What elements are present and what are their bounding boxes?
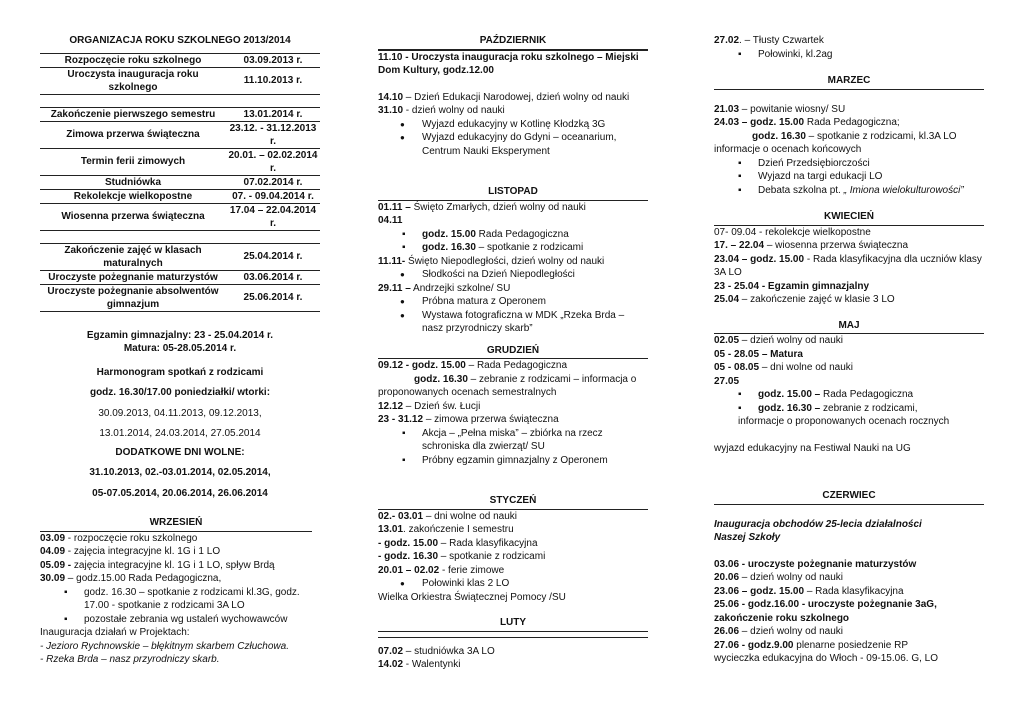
marzec-line-1: 21.03 – powitanie wiosny/ SU: [714, 103, 846, 115]
wrzesien-bullet-1: ▪ godz. 16.30 – spotkanie z rodzicami kl.3G, godz. 17.00 - spotkanie z rodzicami 3A LO: [40, 586, 312, 613]
luty-line-1: 07.02 – studniówka 3A LO: [378, 645, 495, 657]
pazdziernik-bullet-2: ● Wyjazd edukacyjny do Gdyni – oceanarium, Centrum Nauki Eksperyment: [378, 131, 648, 158]
czerwiec-line-6: 25.06 - godz.16.00 - uroczyste pożegnanie 3aG, zakończenie roku szkolnego: [714, 599, 937, 624]
org-row-label: Termin ferii zimowych: [40, 148, 226, 175]
org-table: [40, 53, 320, 312]
listopad-bullet-3: ● Słodkości na Dzień Niepodległości: [378, 268, 648, 282]
column-1: [40, 0, 320, 667]
org-row: [40, 53, 320, 67]
month-title-styczen: STYCZEŃ: [378, 494, 648, 510]
org-row-label: Zakończenie pierwszego semestru: [40, 107, 226, 121]
maj-line-1: 02.05 – dzień wolny od nauki: [714, 335, 843, 346]
grudzien-line-2: godz. 16.30 – zebranie z rodzicami – informacja o proponowanych ocenach semestralnych: [378, 373, 637, 398]
grudzien-line-3: 12.12 – Dzień św. Łucji: [378, 400, 481, 412]
org-row-value: 17.04 – 22.04.2014 r.: [226, 203, 320, 230]
kwiecien-line-4: 23 - 25.04 - Egzamin gimnazjalny: [714, 280, 870, 292]
maj-line-2: 05 - 28.05 – Matura: [714, 348, 803, 360]
month-title-czerwiec: CZERWIEC: [714, 489, 984, 505]
column-3: [714, 0, 984, 666]
maj-bullet-1: ▪ godz. 15.00 – Rada Pedagogiczna: [714, 388, 984, 402]
listopad-bullet-1: ▪ godz. 15.00 Rada Pedagogiczna: [378, 228, 648, 242]
org-row-label: Uroczyste pożegnanie absolwentów gimnazjum: [40, 284, 226, 311]
section-luty: [378, 616, 648, 672]
meetings-title: Harmonogram spotkań z rodzicami: [96, 366, 264, 378]
czerwiec-line-7: 26.06 – dzień wolny od nauki: [714, 626, 843, 637]
days-off-1: 31.10.2013, 02.-03.01.2014, 02.05.2014,: [89, 467, 271, 478]
marzec-line-2: 24.03 – godz. 15.00 Rada Pedagogiczna;: [714, 117, 900, 128]
org-title: ORGANIZACJA ROKU SZKOLNEGO 2013/2014: [69, 35, 291, 46]
czerwiec-line-2: Naszej Szkoły: [714, 532, 781, 543]
org-row-value: 13.01.2014 r.: [226, 107, 320, 121]
marzec-bullet-3: ▪ Debata szkolna pt. „ Imiona wielokulturowości”: [714, 184, 984, 198]
maj-line-6: wyjazd edukacyjny na Festiwal Nauki na UG: [714, 442, 911, 454]
org-row-value: 07. - 09.04.2014 r.: [226, 189, 320, 203]
meetings-dates-1: 30.09.2013, 04.11.2013, 09.12.2013,: [98, 407, 262, 419]
days-off-2: 05-07.05.2014, 20.06.2014, 26.06.2014: [92, 487, 268, 499]
styczen-bullet-1: ● Połowinki klas 2 LO: [378, 577, 648, 591]
org-row-label: Studniówka: [40, 175, 226, 189]
styczen-line-2: 13.01. zakończenie I semestru: [378, 524, 514, 535]
org-row-label: Rekolekcje wielkopostne: [40, 189, 226, 203]
czerwiec-line-1: Inauguracja obchodów 25-lecia działalności: [714, 518, 922, 530]
org-row-value: 20.01. – 02.02.2014 r.: [226, 148, 320, 175]
kwiecien-line-1: 07- 09.04 - rekolekcje wielkopostne: [714, 226, 871, 238]
org-row-value: 25.04.2014 r.: [226, 243, 320, 270]
org-row-label: Rozpoczęcie roku szkolnego: [40, 53, 226, 67]
marzec-bullet-2: ▪ Wyjazd na targi edukacji LO: [714, 170, 984, 184]
month-title-wrzesien: WRZESIEŃ: [40, 516, 312, 532]
org-row-label: Wiosenna przerwa świąteczna: [40, 203, 226, 230]
czerwiec-line-3: 03.06 - uroczyste pożegnanie maturzystów: [714, 558, 917, 570]
org-row-value: 03.09.2013 r.: [226, 53, 320, 67]
listopad-bullet-4: ● Próbna matura z Operonem: [378, 295, 648, 309]
grudzien-line-4: 23 - 31.12 – zimowa przerwa świąteczna: [378, 414, 559, 425]
org-row: [40, 121, 320, 148]
wrzesien-line-6: - Jezioro Rychnowskie – błękitnym skarbem Człuchowa.: [40, 640, 289, 652]
month-title-grudzien: GRUDZIEŃ: [378, 344, 648, 360]
org-row-value: 11.10.2013 r.: [226, 67, 320, 94]
month-title-listopad: LISTOPAD: [378, 185, 648, 201]
org-row: [40, 243, 320, 270]
styczen-line-4: - godz. 16.30 – spotkanie z rodzicami: [378, 551, 546, 562]
czerwiec-line-5: 23.06 – godz. 15.00 – Rada klasyfikacyjna: [714, 585, 904, 597]
org-row: [40, 175, 320, 189]
pazdziernik-bullet-1: ● Wyjazd edukacyjny w Kotlinę Kłodzką 3G: [378, 118, 648, 132]
pazdziernik-line-2: 14.10 – Dzień Edukacji Narodowej, dzień wolny od nauki: [378, 91, 630, 103]
marzec-bullet-1: ▪ Dzień Przedsiębiorczości: [714, 157, 984, 171]
luty-line-2: 14.02 - Walentynki: [378, 659, 461, 670]
maj-line-5: informacje o proponowanych ocenach rocznych: [738, 416, 950, 427]
org-row-value: 07.02.2014 r.: [226, 175, 320, 189]
exam-matura: Matura: 05-28.05.2014 r.: [123, 343, 237, 354]
styczen-line-3: - godz. 15.00 – Rada klasyfikacyjna: [378, 537, 538, 549]
org-row: [40, 203, 320, 230]
kwiecien-line-2: 17. – 22.04 – wiosenna przerwa świąteczna: [714, 240, 909, 251]
styczen-line-5: 20.01 – 02.02 - ferie zimowe: [378, 564, 505, 576]
marzec-line-4: informacje o ocenach końcowych: [714, 144, 862, 155]
wrzesien-line-2: 04.09 - zajęcia integracyjne kl. 1G i 1 LO: [40, 546, 221, 557]
meetings-dates-2: 13.01.2014, 24.03.2014, 27.05.2014: [99, 428, 261, 439]
section-listopad: [378, 185, 648, 336]
month-title-luty: LUTY: [378, 616, 648, 632]
column-2: [378, 0, 648, 672]
section-maj: [714, 319, 984, 456]
days-off-title: DODATKOWE DNI WOLNE:: [115, 446, 245, 458]
luty-cont-line-1: 27.02. – Tłusty Czwartek: [714, 35, 824, 46]
maj-line-4: 27.05: [714, 375, 740, 387]
section-pazdziernik: [378, 34, 648, 158]
org-row-value: 03.06.2014 r.: [226, 270, 320, 284]
kwiecien-line-3: 23.04 – godz. 15.00 - Rada klasyfikacyjna dla uczniów klasy 3A LO: [714, 253, 982, 278]
section-wrzesien: [40, 516, 312, 667]
wrzesien-line-1: 03.09 - rozpoczęcie roku szkolnego: [40, 532, 198, 544]
pazdziernik-line-3: 31.10 - dzień wolny od nauki: [378, 105, 505, 116]
month-title-kwiecien: KWIECIEŃ: [714, 210, 984, 226]
org-row-label: Zimowa przerwa świąteczna: [40, 121, 226, 148]
org-row: [40, 284, 320, 311]
pazdziernik-line-1: 11.10 - Uroczysta inauguracja roku szkolnego – Miejski Dom Kultury, godz.12.00: [378, 50, 648, 78]
kwiecien-line-5: 25.04 – zakończenie zajęć w klasie 3 LO: [714, 294, 895, 305]
org-row: [40, 270, 320, 284]
marzec-line-3: godz. 16.30 – spotkanie z rodzicami, kl.3A LO: [752, 130, 957, 142]
wrzesien-line-5: Inauguracja działań w Projektach:: [40, 627, 190, 638]
listopad-bullet-2: ▪ godz. 16.30 – spotkanie z rodzicami: [378, 241, 648, 255]
meetings-time: godz. 16.30/17.00 poniedziałki/ wtorki:: [89, 387, 271, 398]
wrzesien-line-7: - Rzeka Brda – nasz przyrodniczy skarb.: [40, 654, 220, 665]
luty-cont-bullet-1: ▪ Połowinki, kl.2ag: [714, 48, 984, 62]
grudzien-bullet-2: ▪ Próbny egzamin gimnazjalny z Operonem: [378, 454, 648, 468]
org-row-label: Uroczyste pożegnanie maturzystów: [40, 270, 226, 284]
section-grudzien: [378, 344, 648, 468]
listopad-line-2: 04.11: [378, 215, 403, 226]
section-luty-cont: [714, 34, 984, 61]
grudzien-line-1: 09.12 - godz. 15.00 – Rada Pedagogiczna: [378, 360, 568, 371]
czerwiec-line-9: wycieczka edukacyjna do Włoch - 09-15.06. G, LO: [714, 653, 938, 664]
org-row: [40, 67, 320, 94]
grudzien-bullet-1: ▪ Akcja – „Pełna miska” – zbiórka na rzecz schroniska dla zwierząt/ SU: [378, 427, 648, 454]
listopad-bullet-5: ● Wystawa fotograficzna w MDK „Rzeka Brda – nasz przyrodniczy skarb”: [378, 309, 648, 336]
org-row-label: Zakończenie zajęć w klasach maturalnych: [40, 243, 226, 270]
maj-bullet-2: ▪ godz. 16.30 – zebranie z rodzicami,: [714, 402, 984, 416]
czerwiec-line-8: 27.06 - godz.9.00 plenarne posiedzenie RP: [714, 639, 909, 651]
org-row: [40, 189, 320, 203]
org-row-value: 23.12. - 31.12.2013 r.: [226, 121, 320, 148]
org-row-value: 25.06.2014 r.: [226, 284, 320, 311]
listopad-line-3: 11.11- Święto Niepodległości, dzień wolny od nauki: [378, 255, 605, 267]
listopad-line-4: 29.11 – Andrzejki szkolne/ SU: [378, 282, 511, 294]
org-row: [40, 107, 320, 121]
org-row: [40, 148, 320, 175]
section-kwiecien: [714, 210, 984, 307]
section-marzec: [714, 74, 984, 197]
section-styczen: [378, 494, 648, 604]
styczen-line-1: 02.- 03.01 – dni wolne od nauki: [378, 510, 518, 522]
month-title-maj: MAJ: [714, 319, 984, 335]
czerwiec-line-4: 20.06 – dzień wolny od nauki: [714, 572, 843, 583]
org-row-label: Uroczysta inauguracja roku szkolnego: [40, 67, 226, 94]
maj-line-3: 05 - 08.05 – dni wolne od nauki: [714, 362, 854, 373]
section-czerwiec: [714, 489, 984, 666]
month-title-marzec: MARZEC: [714, 74, 984, 90]
exam-gimnazjalny: Egzamin gimnazjalny: 23 - 25.04.2014 r.: [86, 329, 274, 341]
wrzesien-bullet-2: ▪ pozostałe zebrania wg ustaleń wychowawców: [40, 613, 312, 627]
month-title-pazdziernik: PAŹDZIERNIK: [378, 34, 648, 50]
wrzesien-line-4: 30.09 – godz.15.00 Rada Pedagogiczna,: [40, 573, 222, 584]
wrzesien-line-3: 05.09 - zajęcia integracyjne kl. 1G i 1 LO, spływ Brdą: [40, 559, 275, 571]
listopad-line-1: 01.11 – Święto Zmarłych, dzień wolny od nauki: [378, 201, 586, 213]
styczen-line-6: Wielka Orkiestra Świątecznej Pomocy /SU: [378, 591, 566, 603]
